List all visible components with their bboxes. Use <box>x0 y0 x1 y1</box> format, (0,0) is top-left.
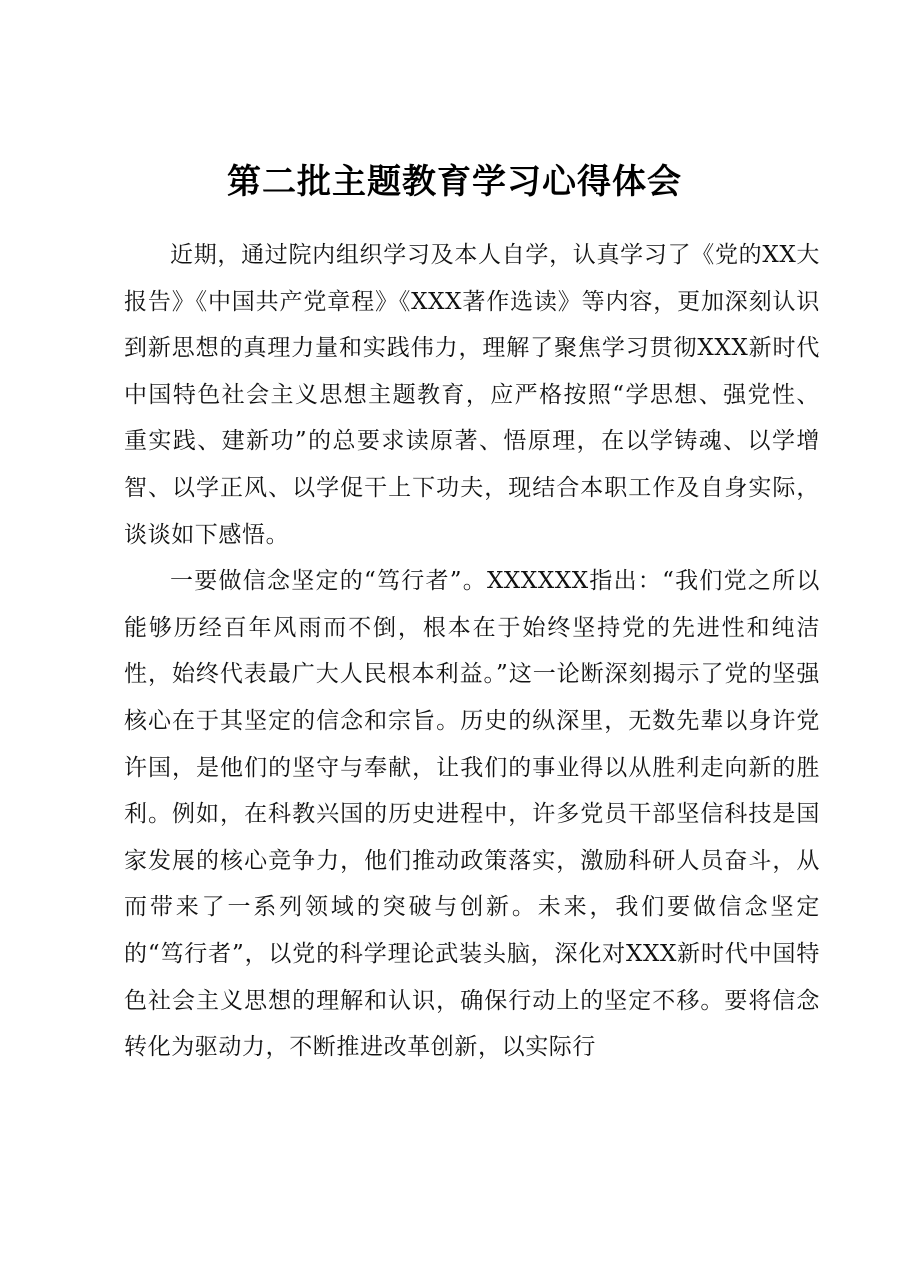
paragraph-intro: 近期，通过院内组织学习及本人自学，认真学习了《党的XX大报告》《中国共产党章程》《XXX著作选读》等内容，更加深刻认识到新思想的真理力量和实践伟力，理解了聚焦学习贯彻XXX新时代中国特色社会主义思想主题教育，应严格按照“学思想、强党性、重实践、建新功”的总要求读原著、悟原理，在以学铸魂、以学增智、以学正风、以学促干上下功夫，现结合本职工作及自身实际，谈谈如下感悟。 <box>124 242 820 548</box>
document-title: 第二批主题教育学习心得体会 <box>227 162 682 202</box>
paragraph-point-one: 一要做信念坚定的“笃行者”。XXXXXX指出：“我们党之所以能够历经百年风雨而不倒，根本在于始终坚持党的先进性和纯洁性，始终代表最广大人民根本利益。”这一论断深刻揭示了党的坚强核心在于其坚定的信念和宗旨。历史的纵深里，无数先辈以身许党许国，是他们的坚守与奉献，让我们的事业得以从胜利走向新的胜利。例如，在科教兴国的历史进程中，许多党员干部坚信科技是国家发展的核心竞争力，他们推动政策落实，激励科研人员奋斗，从而带来了一系列领域的突破与创新。未来，我们要做信念坚定的“笃行者”，以党的科学理论武装头脑，深化对XXX新时代中国特色社会主义思想的理解和认识，确保行动上的坚定不移。要将信念转化为驱动力，不断推进改革创新，以实际行 <box>124 568 820 1061</box>
document-body <box>124 232 820 1071</box>
